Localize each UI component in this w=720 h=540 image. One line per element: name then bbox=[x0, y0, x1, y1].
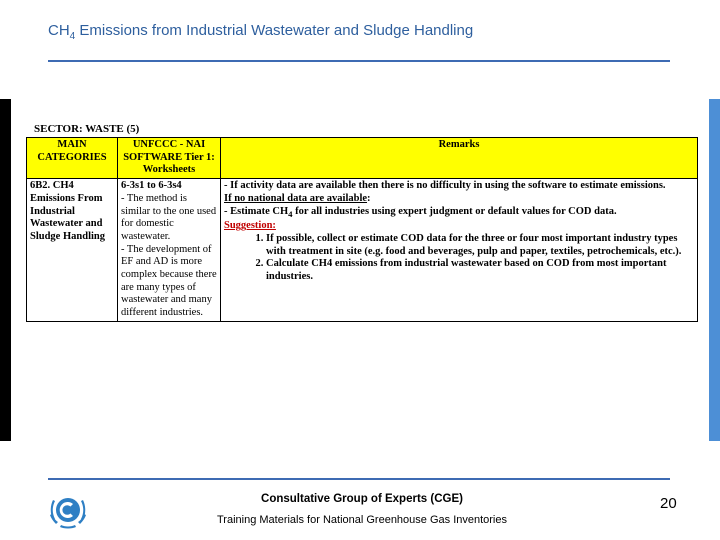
title-divider bbox=[48, 60, 670, 62]
suggestion-list bbox=[224, 233, 694, 284]
worksheets-range: 6-3s1 to 6-3s4 bbox=[121, 180, 182, 192]
header-remarks: Remarks bbox=[221, 138, 698, 179]
left-accent-bar bbox=[0, 99, 11, 441]
remark-estimate bbox=[224, 206, 694, 221]
list-item: 2. Calculate CH4 emissions from industrial wastewater based on COD from most important industries. bbox=[266, 258, 694, 283]
title-prefix: CH bbox=[48, 22, 70, 39]
worksheet-document bbox=[26, 122, 697, 322]
remark-no-data bbox=[224, 193, 694, 206]
suggestion-label: Suggestion: bbox=[224, 220, 276, 232]
title-rest: Emissions from Industrial Wastewater and Sludge Handling bbox=[75, 22, 474, 39]
remark-estimate-pre: - Estimate CH bbox=[224, 205, 289, 217]
title-subscript: 4 bbox=[69, 31, 76, 42]
remark-estimate-sub: 4 bbox=[288, 208, 293, 219]
cell-category bbox=[27, 179, 118, 322]
footer-subtitle: Training Materials for National Greenhouse Gas Inventories bbox=[216, 514, 507, 526]
cell-worksheets bbox=[118, 179, 221, 322]
page-number: 20 bbox=[660, 495, 677, 512]
table-row bbox=[27, 179, 698, 322]
table-header-row bbox=[27, 138, 698, 179]
list-item: 1. If possible, collect or estimate COD data for the three or four most important industry types with treatment in site (e.g. food and beverages, pulp and paper, textiles, petrochemicals, etc.). bbox=[266, 233, 694, 258]
footer-divider bbox=[48, 478, 670, 480]
cell-remarks bbox=[221, 179, 698, 322]
worksheets-note-2: - The development of EF and AD is more complex because there are many types of wastewater and many different industries. bbox=[121, 243, 217, 319]
remark-no-data-label: If no national data are available bbox=[224, 192, 368, 204]
footer-organization: Consultative Group of Experts (CGE) bbox=[261, 493, 463, 505]
worksheets-note-1: - The method is similar to the one used for domestic wastewater. bbox=[121, 192, 217, 242]
remark-estimate-post: for all industries using expert judgment or default values for COD data. bbox=[292, 205, 617, 217]
worksheet-table bbox=[26, 137, 698, 322]
header-software: UNFCCC - NAI SOFTWARE Tier 1: Worksheets bbox=[118, 138, 221, 179]
header-main-categories: MAIN CATEGORIES bbox=[27, 138, 118, 179]
remark-activity-data: - If activity data are available then there is no difficulty in using the software to estimate emissions. bbox=[224, 180, 666, 192]
category-text: 6B2. CH4 Emissions From Industrial Wastewater and Sludge Handling bbox=[30, 180, 105, 242]
slide-title bbox=[48, 22, 473, 42]
remarks-spacer bbox=[224, 284, 694, 314]
sector-heading: SECTOR: WASTE (5) bbox=[34, 123, 140, 135]
remark-no-data-colon: : bbox=[367, 192, 371, 204]
right-accent-bar bbox=[709, 99, 720, 441]
